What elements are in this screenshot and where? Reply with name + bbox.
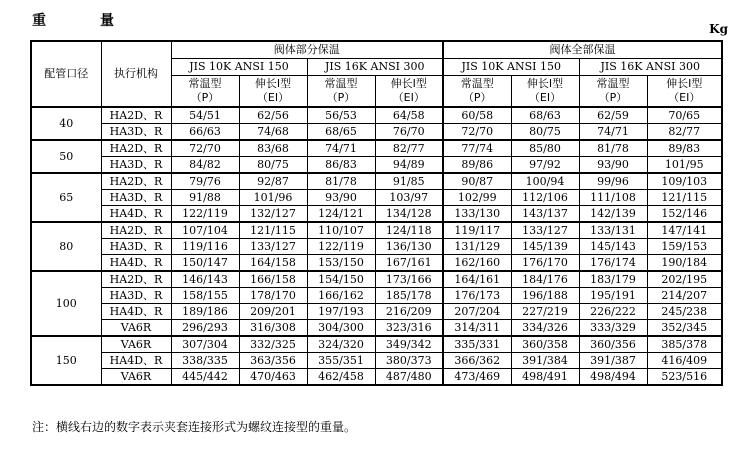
- weight-table: [30, 40, 723, 386]
- weight-cell: 122/119: [307, 239, 375, 255]
- weight-cell: 85/80: [511, 140, 579, 157]
- header-type-name: 常温型: [460, 77, 494, 90]
- weight-cell: 470/463: [239, 369, 307, 386]
- weight-cell: 334/326: [511, 320, 579, 337]
- weight-cell: 498/491: [511, 369, 579, 386]
- weight-cell: 145/143: [579, 239, 647, 255]
- weight-cell: 332/325: [239, 336, 307, 353]
- actuator-cell: HA3D、R: [101, 190, 171, 206]
- header-jis16-full: JIS 16K ANSI 300: [579, 59, 722, 76]
- weight-cell: 184/176: [511, 271, 579, 288]
- weight-cell: 197/193: [307, 304, 375, 320]
- header-extension-type: [375, 76, 443, 108]
- weight-cell: 214/207: [647, 288, 722, 304]
- weight-cell: 159/153: [647, 239, 722, 255]
- weight-cell: 82/77: [375, 140, 443, 157]
- weight-cell: 74/71: [307, 140, 375, 157]
- header-type-name: 伸长Ⅰ型: [390, 77, 427, 90]
- weight-cell: 68/63: [511, 107, 579, 124]
- weight-cell: 83/68: [239, 140, 307, 157]
- weight-cell: 167/161: [375, 255, 443, 272]
- actuator-cell: HA3D、R: [101, 124, 171, 141]
- weight-cell: 82/77: [647, 124, 722, 141]
- table-row: [31, 288, 722, 304]
- weight-cell: 131/129: [443, 239, 511, 255]
- table-row: [31, 239, 722, 255]
- weight-cell: 154/150: [307, 271, 375, 288]
- weight-cell: 338/335: [171, 353, 239, 369]
- weight-cell: 62/56: [239, 107, 307, 124]
- table-row: [31, 255, 722, 272]
- actuator-cell: HA2D、R: [101, 140, 171, 157]
- weight-cell: 124/121: [307, 206, 375, 223]
- header-extension-type: [647, 76, 722, 108]
- weight-cell: 89/86: [443, 157, 511, 174]
- weight-cell: 72/70: [443, 124, 511, 141]
- weight-cell: 416/409: [647, 353, 722, 369]
- weight-cell: 164/158: [239, 255, 307, 272]
- weight-cell: 89/83: [647, 140, 722, 157]
- table-row: [31, 157, 722, 174]
- weight-cell: 81/78: [307, 173, 375, 190]
- weight-cell: 111/108: [579, 190, 647, 206]
- weight-cell: 307/304: [171, 336, 239, 353]
- weight-cell: 77/74: [443, 140, 511, 157]
- weight-cell: 296/293: [171, 320, 239, 337]
- weight-cell: 380/373: [375, 353, 443, 369]
- weight-cell: 304/300: [307, 320, 375, 337]
- weight-cell: 209/201: [239, 304, 307, 320]
- pipe-size-cell: 100: [31, 271, 101, 336]
- header-normal-type: [171, 76, 239, 108]
- weight-cell: 124/118: [375, 222, 443, 239]
- weight-cell: 60/58: [443, 107, 511, 124]
- weight-cell: 523/516: [647, 369, 722, 386]
- header-normal-type: [443, 76, 511, 108]
- weight-cell: 166/158: [239, 271, 307, 288]
- header-jis10-full: JIS 10K ANSI 150: [443, 59, 579, 76]
- actuator-cell: HA4D、R: [101, 255, 171, 272]
- actuator-cell: VA6R: [101, 320, 171, 337]
- weight-cell: 147/141: [647, 222, 722, 239]
- page-title: 重 量: [32, 13, 134, 29]
- weight-cell: 355/351: [307, 353, 375, 369]
- weight-cell: 136/130: [375, 239, 443, 255]
- weight-cell: 245/238: [647, 304, 722, 320]
- header-type-code: （P）: [598, 91, 628, 104]
- weight-cell: 91/88: [171, 190, 239, 206]
- unit-label: Kg: [709, 22, 728, 36]
- header-partial-insulation: 阀体部分保温: [171, 41, 443, 59]
- weight-cell: 90/87: [443, 173, 511, 190]
- header-type-name: 常温型: [188, 77, 222, 90]
- header-extension-type: [239, 76, 307, 108]
- weight-cell: 133/131: [579, 222, 647, 239]
- weight-cell: 109/103: [647, 173, 722, 190]
- pipe-size-cell: 80: [31, 222, 101, 271]
- table-body: [31, 107, 722, 385]
- weight-cell: 323/316: [375, 320, 443, 337]
- weight-cell: 333/329: [579, 320, 647, 337]
- weight-cell: 185/178: [375, 288, 443, 304]
- actuator-cell: HA3D、R: [101, 239, 171, 255]
- weight-cell: 152/146: [647, 206, 722, 223]
- actuator-cell: HA2D、R: [101, 107, 171, 124]
- weight-cell: 134/128: [375, 206, 443, 223]
- weight-cell: 324/320: [307, 336, 375, 353]
- weight-cell: 103/97: [375, 190, 443, 206]
- weight-cell: 74/71: [579, 124, 647, 141]
- weight-cell: 363/356: [239, 353, 307, 369]
- table-row: [31, 107, 722, 124]
- weight-cell: 189/186: [171, 304, 239, 320]
- weight-cell: 445/442: [171, 369, 239, 386]
- table-row: [31, 369, 722, 386]
- weight-cell: 391/387: [579, 353, 647, 369]
- actuator-cell: HA4D、R: [101, 206, 171, 223]
- weight-cell: 76/70: [375, 124, 443, 141]
- header-jis10-partial: JIS 10K ANSI 150: [171, 59, 307, 76]
- weight-cell: 360/358: [511, 336, 579, 353]
- weight-cell: 314/311: [443, 320, 511, 337]
- table-row: [31, 190, 722, 206]
- header-type-name: 伸长Ⅰ型: [526, 77, 564, 90]
- weight-cell: 119/116: [171, 239, 239, 255]
- table-row: [31, 173, 722, 190]
- weight-cell: 316/308: [239, 320, 307, 337]
- weight-cell: 100/94: [511, 173, 579, 190]
- weight-cell: 119/117: [443, 222, 511, 239]
- weight-cell: 195/191: [579, 288, 647, 304]
- actuator-cell: VA6R: [101, 369, 171, 386]
- weight-cell: 70/65: [647, 107, 722, 124]
- weight-cell: 80/75: [239, 157, 307, 174]
- table-row: [31, 206, 722, 223]
- weight-cell: 93/90: [307, 190, 375, 206]
- weight-cell: 162/160: [443, 255, 511, 272]
- table-row: [31, 304, 722, 320]
- weight-cell: 143/137: [511, 206, 579, 223]
- table-row: [31, 336, 722, 353]
- actuator-cell: HA3D、R: [101, 288, 171, 304]
- weight-cell: 207/204: [443, 304, 511, 320]
- header-type-name: 伸长Ⅰ型: [666, 77, 703, 90]
- weight-cell: 391/384: [511, 353, 579, 369]
- weight-cell: 196/188: [511, 288, 579, 304]
- weight-cell: 487/480: [375, 369, 443, 386]
- table-header: [31, 41, 722, 107]
- weight-cell: 133/127: [511, 222, 579, 239]
- weight-cell: 158/155: [171, 288, 239, 304]
- weight-cell: 101/96: [239, 190, 307, 206]
- weight-cell: 183/179: [579, 271, 647, 288]
- weight-cell: 68/65: [307, 124, 375, 141]
- header-type-code: （P）: [326, 91, 356, 104]
- weight-cell: 335/331: [443, 336, 511, 353]
- header-type-code: （P）: [462, 91, 492, 104]
- header-size: 配管口径: [31, 41, 101, 107]
- weight-cell: 81/78: [579, 140, 647, 157]
- weight-cell: 385/378: [647, 336, 722, 353]
- weight-cell: 142/139: [579, 206, 647, 223]
- weight-cell: 133/130: [443, 206, 511, 223]
- weight-cell: 64/58: [375, 107, 443, 124]
- header-type-name: 常温型: [596, 77, 630, 90]
- weight-cell: 97/92: [511, 157, 579, 174]
- weight-cell: 227/219: [511, 304, 579, 320]
- weight-cell: 164/161: [443, 271, 511, 288]
- weight-cell: 112/106: [511, 190, 579, 206]
- table-row: [31, 140, 722, 157]
- weight-cell: 74/68: [239, 124, 307, 141]
- weight-cell: 92/87: [239, 173, 307, 190]
- table-row: [31, 320, 722, 337]
- header-full-insulation: 阀体全部保温: [443, 41, 722, 59]
- weight-cell: 150/147: [171, 255, 239, 272]
- header-type-name: 伸长Ⅰ型: [254, 77, 292, 90]
- table-row: [31, 124, 722, 141]
- weight-cell: 176/170: [511, 255, 579, 272]
- pipe-size-cell: 65: [31, 173, 101, 222]
- actuator-cell: HA2D、R: [101, 173, 171, 190]
- weight-cell: 226/222: [579, 304, 647, 320]
- weight-cell: 133/127: [239, 239, 307, 255]
- weight-cell: 349/342: [375, 336, 443, 353]
- weight-cell: 121/115: [239, 222, 307, 239]
- weight-cell: 178/170: [239, 288, 307, 304]
- actuator-cell: HA2D、R: [101, 271, 171, 288]
- weight-cell: 99/96: [579, 173, 647, 190]
- header-normal-type: [579, 76, 647, 108]
- header-type-code: （EⅠ）: [392, 91, 425, 104]
- weight-cell: 94/89: [375, 157, 443, 174]
- header-actuator: 执行机构: [101, 41, 171, 107]
- weight-cell: 93/90: [579, 157, 647, 174]
- weight-cell: 86/83: [307, 157, 375, 174]
- weight-cell: 102/99: [443, 190, 511, 206]
- weight-cell: 352/345: [647, 320, 722, 337]
- table-row: [31, 353, 722, 369]
- weight-cell: 360/356: [579, 336, 647, 353]
- table-row: [31, 271, 722, 288]
- weight-cell: 473/469: [443, 369, 511, 386]
- actuator-cell: HA4D、R: [101, 304, 171, 320]
- weight-cell: 56/53: [307, 107, 375, 124]
- weight-cell: 202/195: [647, 271, 722, 288]
- weight-cell: 72/70: [171, 140, 239, 157]
- weight-cell: 216/209: [375, 304, 443, 320]
- weight-cell: 79/76: [171, 173, 239, 190]
- actuator-cell: HA2D、R: [101, 222, 171, 239]
- actuator-cell: VA6R: [101, 336, 171, 353]
- header-type-code: （EⅠ）: [668, 91, 701, 104]
- weight-cell: 166/162: [307, 288, 375, 304]
- footnote: 注：横线右边的数字表示夹套连接形式为螺纹连接型的重量。: [32, 420, 357, 434]
- weight-cell: 146/143: [171, 271, 239, 288]
- weight-cell: 54/51: [171, 107, 239, 124]
- weight-cell: 80/75: [511, 124, 579, 141]
- weight-cell: 84/82: [171, 157, 239, 174]
- weight-cell: 498/494: [579, 369, 647, 386]
- pipe-size-cell: 150: [31, 336, 101, 385]
- weight-cell: 153/150: [307, 255, 375, 272]
- table-row: [31, 222, 722, 239]
- weight-cell: 101/95: [647, 157, 722, 174]
- header-type-code: （P）: [190, 91, 220, 104]
- weight-cell: 107/104: [171, 222, 239, 239]
- header-jis16-partial: JIS 16K ANSI 300: [307, 59, 443, 76]
- header-type-code: （EⅠ）: [256, 91, 290, 104]
- header-extension-type: [511, 76, 579, 108]
- weight-cell: 122/119: [171, 206, 239, 223]
- actuator-cell: HA4D、R: [101, 353, 171, 369]
- weight-cell: 173/166: [375, 271, 443, 288]
- weight-cell: 110/107: [307, 222, 375, 239]
- weight-cell: 462/458: [307, 369, 375, 386]
- header-type-name: 常温型: [324, 77, 358, 90]
- weight-cell: 62/59: [579, 107, 647, 124]
- actuator-cell: HA3D、R: [101, 157, 171, 174]
- weight-cell: 176/174: [579, 255, 647, 272]
- weight-cell: 66/63: [171, 124, 239, 141]
- weight-cell: 366/362: [443, 353, 511, 369]
- pipe-size-cell: 50: [31, 140, 101, 173]
- weight-cell: 145/139: [511, 239, 579, 255]
- weight-cell: 176/173: [443, 288, 511, 304]
- pipe-size-cell: 40: [31, 107, 101, 140]
- weight-cell: 190/184: [647, 255, 722, 272]
- weight-cell: 91/85: [375, 173, 443, 190]
- weight-cell: 132/127: [239, 206, 307, 223]
- header-normal-type: [307, 76, 375, 108]
- header-type-code: （EⅠ）: [528, 91, 562, 104]
- weight-cell: 121/115: [647, 190, 722, 206]
